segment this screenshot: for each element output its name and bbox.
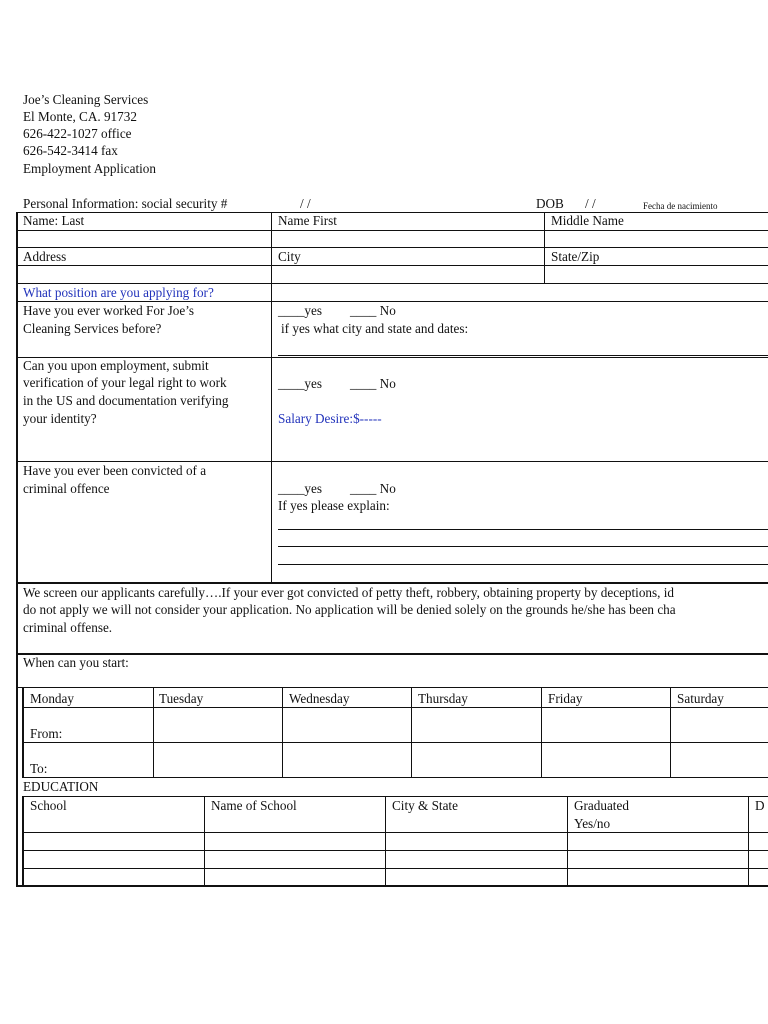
worked-before-question-line2: Cleaning Services before?	[23, 321, 162, 336]
edu-col-name-of-school: Name of School	[211, 798, 297, 813]
start-date-input[interactable]	[150, 655, 760, 683]
saturday-from-input[interactable]	[672, 709, 768, 741]
friday-from-input[interactable]	[543, 709, 669, 741]
verification-no[interactable]: ____ No	[350, 376, 396, 391]
worked-before-question-line1: Have you ever worked For Joe’s	[23, 303, 195, 318]
state-zip-label: State/Zip	[551, 249, 600, 264]
screening-statement-line3: criminal offense.	[23, 620, 113, 635]
position-label: What position are you applying for?	[23, 285, 214, 300]
city-input[interactable]	[272, 266, 544, 282]
position-input[interactable]	[273, 285, 768, 301]
verification-yes[interactable]: ____yes	[278, 376, 322, 391]
worked-before-followup: if yes what city and state and dates:	[281, 321, 469, 336]
verification-question-line3: in the US and documentation verifying	[23, 393, 229, 408]
edu-col-last: D	[755, 798, 765, 813]
worked-before-no[interactable]: ____ No	[350, 303, 396, 318]
day-header-monday: Monday	[30, 691, 74, 706]
explain-line-2[interactable]	[278, 546, 768, 547]
day-header-saturday: Saturday	[677, 691, 724, 706]
day-header-friday: Friday	[548, 691, 583, 706]
office-phone: 626-422-1027 office	[23, 126, 132, 141]
day-header-wednesday: Wednesday	[289, 691, 350, 706]
ssn-field[interactable]: / /	[300, 196, 311, 211]
city-label: City	[278, 249, 301, 264]
worked-before-details-line[interactable]	[278, 355, 768, 356]
convicted-question-line1: Have you ever been convicted of a	[23, 463, 207, 478]
name-first-input[interactable]	[272, 231, 544, 247]
edu-col-city-state: City & State	[392, 798, 458, 813]
explain-line-1[interactable]	[278, 529, 768, 530]
dob-spanish-label: Fecha de nacimiento	[643, 201, 718, 211]
salary-desire[interactable]: Salary Desire:$-----	[278, 411, 382, 426]
education-title: EDUCATION	[23, 779, 99, 794]
edu-col-graduated-yesno: Yes/no	[574, 816, 611, 831]
company-city: El Monte, CA. 91732	[23, 109, 137, 124]
convicted-no[interactable]: ____ No	[350, 481, 396, 496]
verification-question-line1: Can you upon employment, submit	[23, 358, 209, 373]
middle-name-label: Middle Name	[551, 213, 624, 228]
worked-before-yes[interactable]: ____yes	[278, 303, 322, 318]
form-left-border	[16, 212, 18, 887]
day-header-thursday: Thursday	[418, 691, 468, 706]
middle-name-input[interactable]	[546, 231, 768, 247]
address-input[interactable]	[18, 266, 270, 282]
state-zip-input[interactable]	[546, 266, 768, 282]
schedule-from-label: From:	[30, 726, 63, 741]
convicted-question-line2: criminal offence	[23, 481, 110, 496]
convicted-yes[interactable]: ____yes	[278, 481, 322, 496]
education-rows[interactable]	[24, 833, 768, 885]
name-last-input[interactable]	[18, 231, 270, 247]
company-name: Joe’s Cleaning Services	[23, 92, 149, 107]
dob-field[interactable]: / /	[585, 196, 596, 211]
personal-info-label: Personal Information: social security #	[23, 196, 228, 211]
convicted-explain-label: If yes please explain:	[278, 498, 390, 513]
verification-question-line4: your identity?	[23, 411, 97, 426]
wednesday-from-input[interactable]	[284, 709, 410, 741]
dob-label: DOB	[536, 196, 564, 211]
screening-statement-line1: We screen our applicants carefully….If your ever got convicted of petty theft, robbery, obtaining property by deceptions, id	[23, 585, 675, 600]
start-date-label: When can you start:	[23, 655, 129, 670]
screening-statement-line2: do not apply we will not consider your application. No application will be denied solely on the grounds he/she has been cha	[23, 602, 676, 617]
name-first-label: Name First	[278, 213, 337, 228]
explain-line-3[interactable]	[278, 564, 768, 565]
address-label: Address	[23, 249, 67, 264]
edu-col-graduated: Graduated	[574, 798, 629, 813]
document-title: Employment Application	[23, 161, 156, 176]
schedule-to-label: To:	[30, 761, 48, 776]
fax-number: 626-542-3414 fax	[23, 143, 118, 158]
verification-question-line2: verification of your legal right to work	[23, 375, 227, 390]
name-last-label: Name: Last	[23, 213, 85, 228]
tuesday-from-input[interactable]	[155, 709, 281, 741]
day-header-tuesday: Tuesday	[159, 691, 204, 706]
edu-col-school: School	[30, 798, 67, 813]
thursday-from-input[interactable]	[413, 709, 539, 741]
